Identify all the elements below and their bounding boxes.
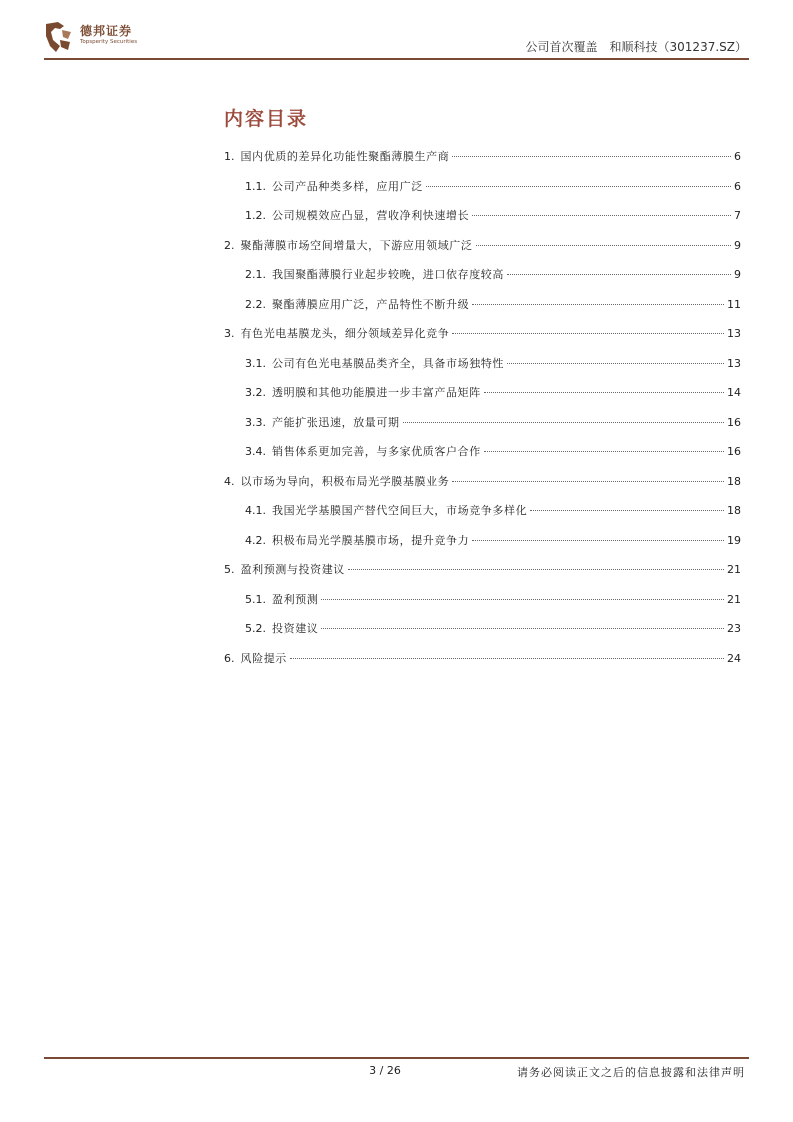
toc-entry-page: 18 (727, 474, 741, 488)
toc-dot-leader (321, 599, 724, 600)
toc-entry-number: 1.1. (245, 179, 266, 193)
toc-entry-title: 风险提示 (240, 651, 287, 665)
toc-entry-page: 21 (727, 563, 741, 576)
footer-divider (44, 1057, 749, 1059)
toc-dot-leader (484, 451, 724, 452)
company-logo (44, 20, 164, 56)
toc-dot-leader (530, 510, 724, 511)
toc-entry-page: 13 (727, 327, 741, 340)
toc-entry[interactable] (224, 561, 741, 591)
page-number: 3 / 26 (369, 1064, 401, 1077)
toc-dot-leader (507, 274, 731, 275)
toc-dot-leader (452, 481, 724, 482)
toc-entry[interactable] (224, 296, 741, 326)
toc-entry-title: 聚酯薄膜市场空间增量大，下游应用领域广泛 (240, 238, 473, 252)
header-divider (44, 58, 749, 60)
toc-entry[interactable] (224, 178, 741, 208)
toc-entry[interactable] (224, 237, 741, 267)
toc-dot-leader (452, 156, 731, 157)
toc-heading: 内容目录 (224, 108, 309, 130)
toc-entry[interactable] (224, 384, 741, 414)
toc-entry-number: 3.1. (245, 356, 266, 370)
toc-entry-number: 3. (224, 327, 235, 340)
toc-entry-title: 公司规模效应凸显，营收净利快速增长 (272, 209, 470, 222)
toc-dot-leader (472, 304, 724, 305)
toc-entry[interactable] (224, 148, 741, 178)
toc-entry-title: 国内优质的差异化功能性聚酯薄膜生产商 (240, 150, 450, 163)
toc-entry-number: 5. (224, 563, 235, 576)
toc-entry-title: 公司产品种类多样，应用广泛 (272, 179, 423, 193)
toc-dot-leader (321, 628, 724, 629)
toc-entry-title: 有色光电基膜龙头，细分领域差异化竞争 (240, 327, 450, 340)
toc-entry-title: 聚酯薄膜应用广泛，产品特性不断升级 (272, 297, 470, 311)
logo-mark-icon (44, 20, 74, 54)
toc-entry-number: 5.1. (245, 592, 266, 606)
toc-entry-number: 1.2. (245, 209, 266, 222)
toc-dot-leader (507, 363, 724, 364)
disclaimer-note: 请务必阅读正文之后的信息披露和法律声明 (517, 1066, 745, 1079)
toc-entry-number: 4.2. (245, 533, 266, 547)
toc-entry-number: 2. (224, 238, 235, 252)
toc-dot-leader (348, 569, 724, 570)
toc-entry[interactable] (224, 443, 741, 473)
toc-entry-title: 公司有色光电基膜品类齐全，具备市场独特性 (272, 356, 504, 370)
toc-entry[interactable] (224, 591, 741, 621)
toc-entry-page: 23 (727, 622, 741, 635)
toc-entry-number: 4. (224, 474, 235, 488)
toc-dot-leader (484, 392, 724, 393)
toc-dot-leader (426, 186, 731, 187)
toc-entry-number: 5.2. (245, 622, 266, 635)
toc-entry-number: 6. (224, 651, 235, 665)
toc-entry-page: 24 (727, 651, 741, 665)
toc-entry[interactable] (224, 532, 741, 562)
toc-entry[interactable] (224, 620, 741, 650)
toc-entry-page: 19 (727, 533, 741, 547)
toc-entry-title: 盈利预测与投资建议 (240, 563, 345, 576)
toc-entry-page: 18 (727, 504, 741, 517)
toc-entry-number: 3.3. (245, 415, 266, 429)
toc-entry-title: 我国聚酯薄膜行业起步较晚，进口依存度较高 (272, 268, 504, 281)
toc-entry-number: 3.4. (245, 445, 266, 458)
toc-entry-page: 9 (734, 268, 741, 281)
table-of-contents (224, 148, 741, 679)
toc-entry-title: 透明膜和其他功能膜进一步丰富产品矩阵 (272, 386, 481, 399)
toc-dot-leader (472, 215, 731, 216)
toc-entry-title: 以市场为导向，积极布局光学膜基膜业务 (240, 474, 450, 488)
toc-entry-title: 产能扩张迅速，放量可期 (272, 415, 400, 429)
toc-entry-title: 销售体系更加完善，与多家优质客户合作 (272, 445, 481, 458)
toc-entry-page: 13 (727, 356, 741, 370)
toc-entry-page: 6 (734, 179, 741, 193)
toc-entry[interactable] (224, 355, 741, 385)
toc-entry-title: 积极布局光学膜基膜市场，提升竞争力 (272, 533, 470, 547)
toc-entry-page: 16 (727, 415, 741, 429)
toc-entry[interactable] (224, 650, 741, 680)
toc-entry-number: 2.1. (245, 268, 266, 281)
toc-dot-leader (452, 333, 724, 334)
toc-dot-leader (472, 540, 724, 541)
toc-entry-number: 4.1. (245, 504, 266, 517)
toc-entry[interactable] (224, 414, 741, 444)
toc-dot-leader (290, 658, 724, 659)
report-header-title: 公司首次覆盖 和顺科技（301237.SZ） (525, 40, 747, 54)
toc-entry[interactable] (224, 325, 741, 355)
logo-english-name: Topsperity Securities (80, 39, 138, 45)
toc-entry-page: 11 (727, 297, 741, 311)
toc-entry[interactable] (224, 207, 741, 237)
toc-dot-leader (403, 422, 724, 423)
toc-dot-leader (476, 245, 732, 246)
toc-entry-page: 6 (734, 150, 741, 163)
toc-entry-number: 1. (224, 150, 235, 163)
toc-entry-title: 投资建议 (272, 622, 319, 635)
toc-entry-page: 16 (727, 445, 741, 458)
toc-entry-number: 3.2. (245, 386, 266, 399)
toc-entry-page: 7 (734, 209, 741, 222)
toc-entry-title: 我国光学基膜国产替代空间巨大，市场竞争多样化 (272, 504, 528, 517)
toc-entry[interactable] (224, 266, 741, 296)
toc-entry-page: 21 (727, 592, 741, 606)
toc-entry[interactable] (224, 502, 741, 532)
toc-entry[interactable] (224, 473, 741, 503)
logo-name: 德邦证券 (80, 24, 133, 38)
toc-entry-page: 14 (727, 386, 741, 399)
toc-entry-number: 2.2. (245, 297, 266, 311)
toc-entry-title: 盈利预测 (272, 592, 319, 606)
toc-entry-page: 9 (734, 238, 741, 252)
